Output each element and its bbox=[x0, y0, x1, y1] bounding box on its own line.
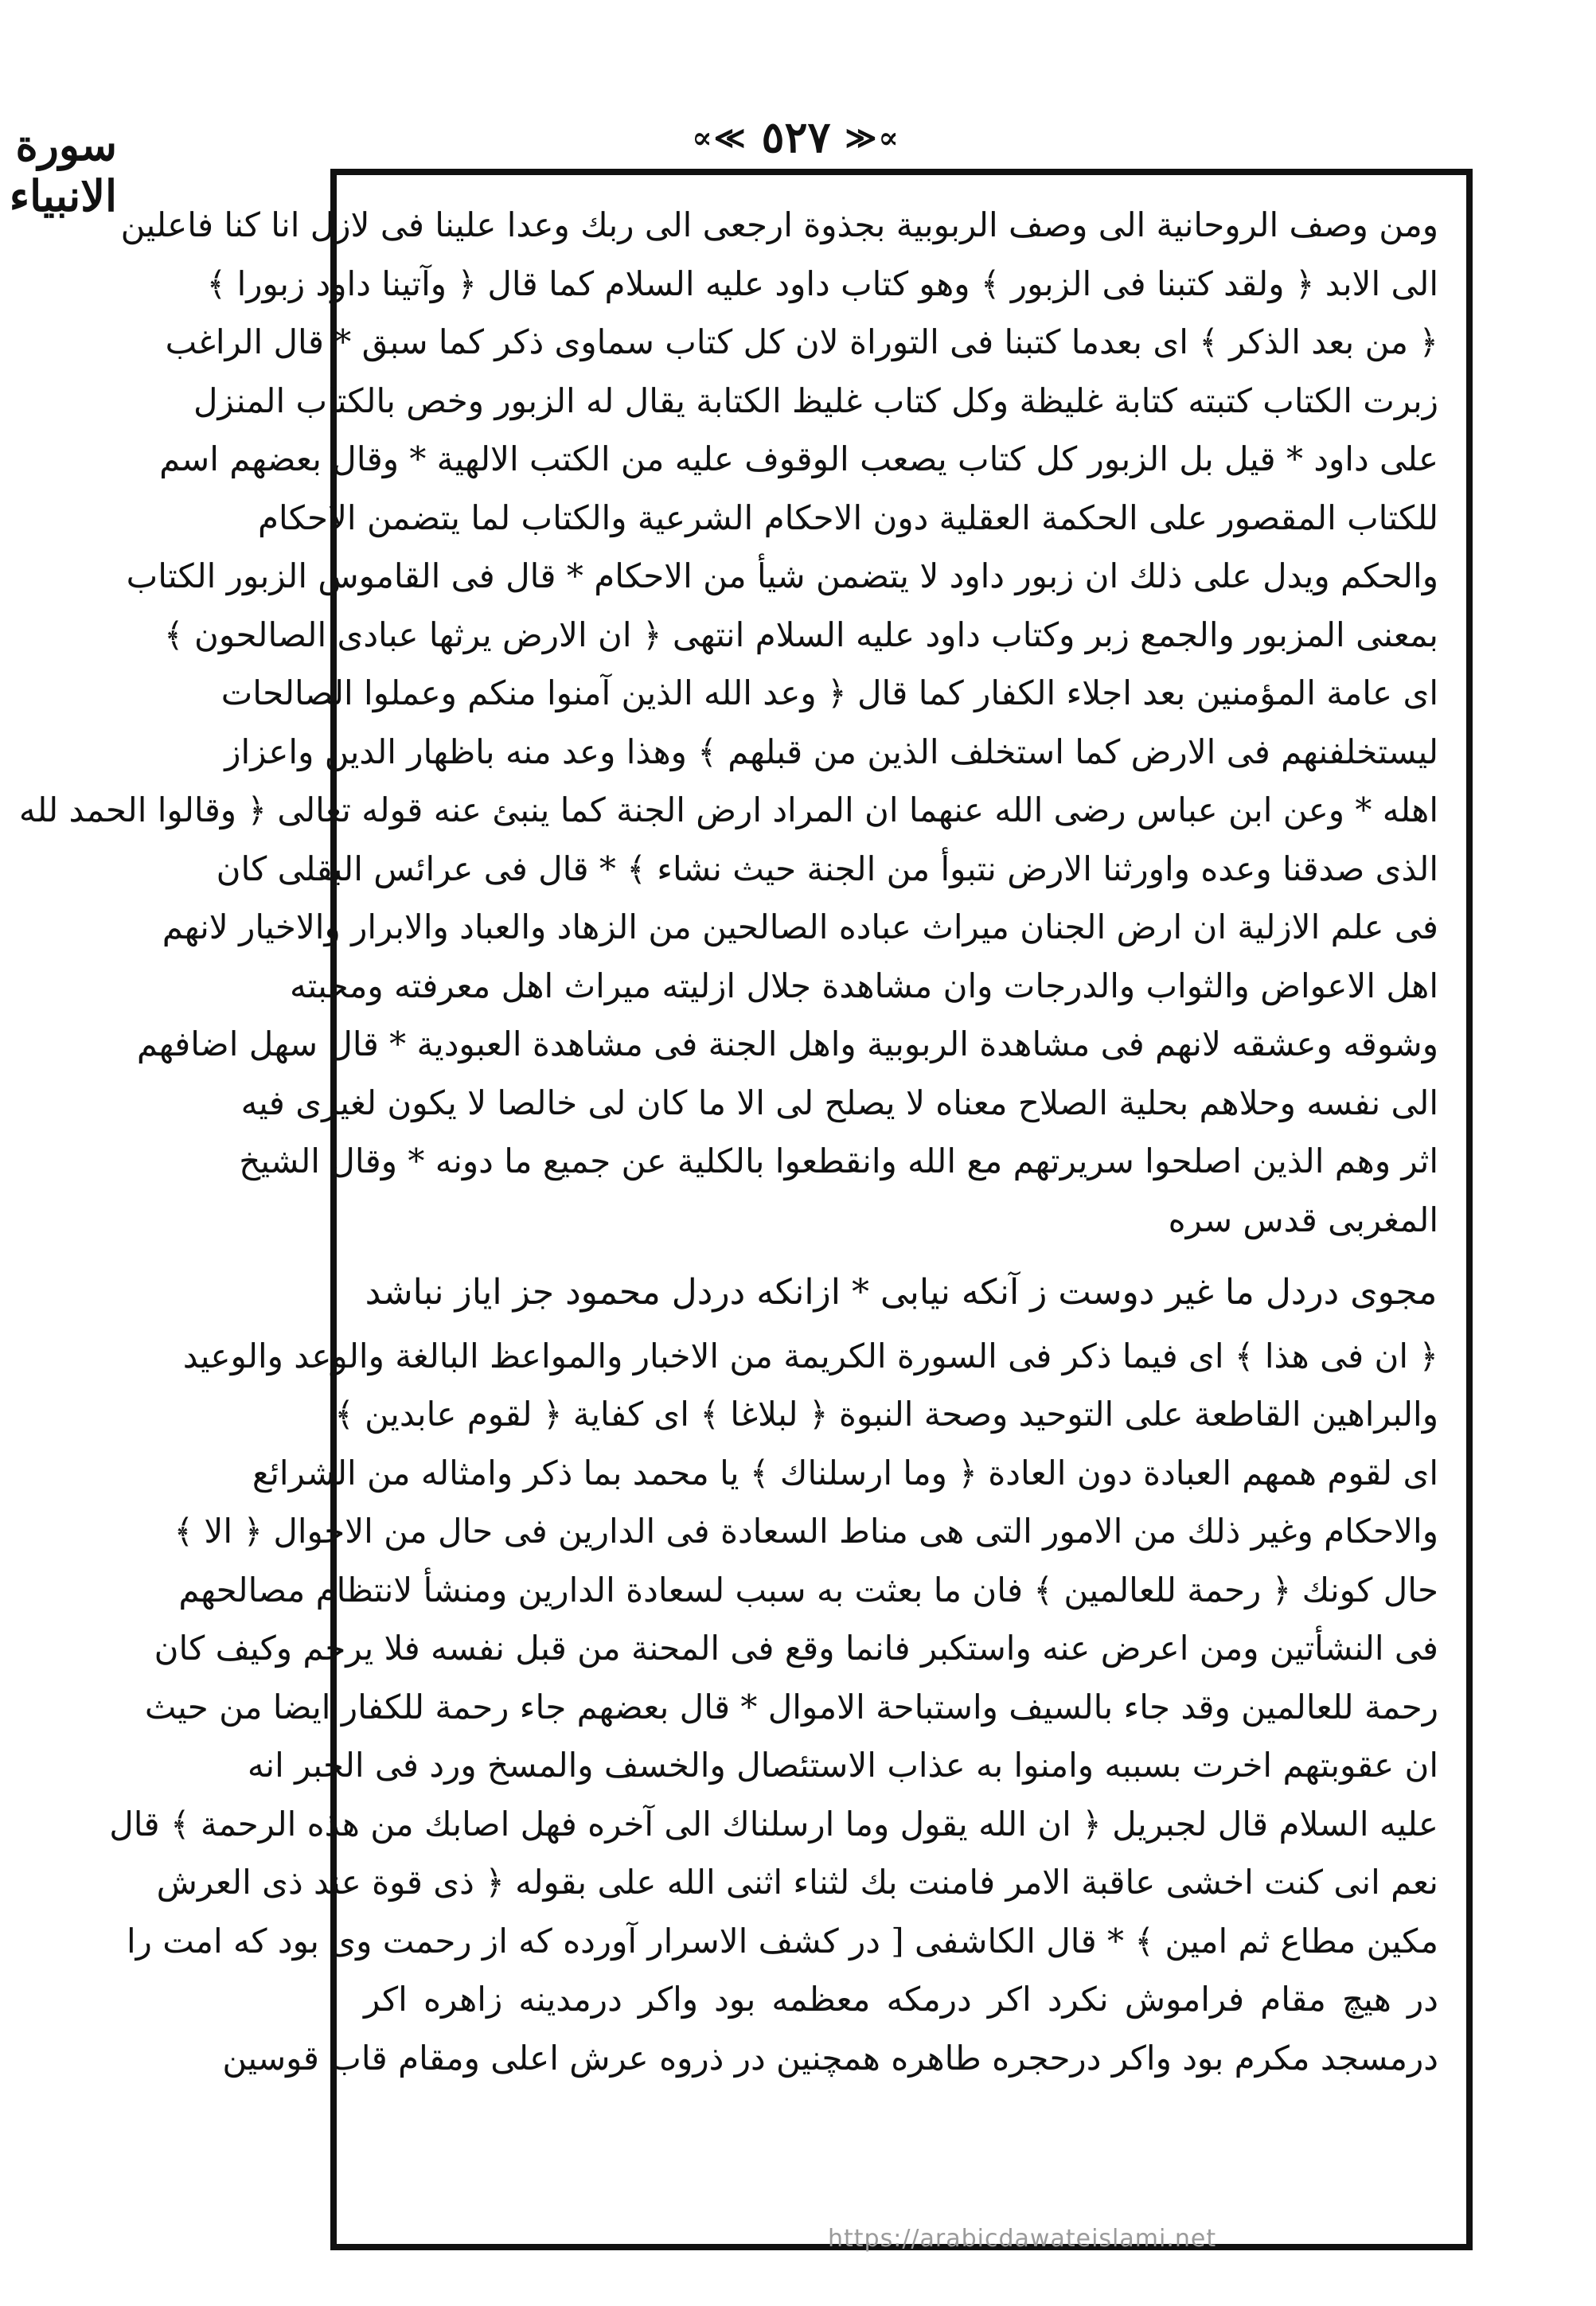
text-line: حال كونك ﴿ رحمة للعالمين ﴾ فان ما بعثت به سبب لسعادة الدارين ومنشأ لانتظام مصالحهم bbox=[178, 1570, 1438, 1610]
text-line: در هيچ مقام فراموش نكرد اكر درمكه معظمه بود واكر درمدينه زاهره اكر bbox=[364, 1980, 1438, 2019]
text-line: الذى صدقنا وعده واورثنا الارض نتبوأ من الجنة حيث نشاء ﴾ * قال فى عرائس البقلى كان bbox=[216, 849, 1438, 888]
text-line: والبراهين القاطعة على التوحيد وصحة النبوة ﴿ لبلاغا ﴾ اى كفاية ﴿ لقوم عابدين ﴾ bbox=[334, 1395, 1438, 1434]
text-line: المغربى قدس سره bbox=[1168, 1200, 1438, 1239]
text-frame bbox=[18, 169, 1473, 2250]
page-number-group bbox=[692, 111, 900, 162]
text-line: ﴿ من بعد الذكر ﴾ اى بعدما كتبنا فى التوراة لان كل كتاب سماوى ذكر كما سبق * قال الراغب bbox=[165, 322, 1438, 361]
page-number: ٥٢٧ bbox=[761, 111, 831, 162]
text-line: الى الابد ﴿ ولقد كتبنا فى الزبور ﴾ وهو كتاب داود عليه السلام كما قال ﴿ وآتينا داود زبورا ﴾ bbox=[206, 263, 1438, 303]
page-header bbox=[0, 0, 1596, 221]
text-line: زبرت الكتاب كتبته كتابة غليظة وكل كتاب غليظ الكتابة يقال له الزبور وخص بالكتاب المنزل bbox=[193, 380, 1438, 420]
text-line: نعم انى كنت اخشى عاقبة الامر فامنت بك لثناء اثنى الله على بقوله ﴿ ذى قوة عند ذى العرش bbox=[156, 1863, 1438, 1902]
watermark-url: https://arabicdawateislami.net bbox=[828, 2225, 1217, 2253]
text-line: اى لقوم همهم العبادة دون العادة ﴿ وما ارسلناك ﴾ يا محمد بما ذكر وامثاله من الشرائع bbox=[252, 1453, 1438, 1492]
text-line: والحكم ويدل على ذلك ان زبور داود لا يتضمن شيأ من الاحكام * قال فى القاموس الزبور الكتاب bbox=[126, 556, 1438, 595]
ornament-right-icon: ∝≪ bbox=[845, 119, 900, 155]
text-line: وشوقه وعشقه لانهم فى مشاهدة الربوبية واهل الجنة فى مشاهدة العبودية * قال سهل اضافهم bbox=[136, 1024, 1438, 1063]
text-line: اهل الاعواض والثواب والدرجات وان مشاهدة جلال ازليته ميراث اهل معرفته ومحبته bbox=[289, 966, 1438, 1005]
text-line: بمعنى المزبور والجمع زبر وكتاب داود عليه السلام انتهى ﴿ ان الارض يرثها عبادى الصالحون ﴾ bbox=[164, 615, 1438, 654]
text-line: عليه السلام قال لجبريل ﴿ ان الله يقول وما ارسلناك الى آخره فهل اصابك من هذه الرحمة ﴾ قال bbox=[109, 1804, 1438, 1844]
text-line: فى النشأتين ومن اعرض عنه واستكبر فانما وقع فى المحنة من قبل نفسه فلا يرحم وكيف كان bbox=[154, 1629, 1438, 1668]
text-line: فى علم الازلية ان ارض الجنان ميراث عباده الصالحين من الزهاد والعباد والابرار والاخيار لانهم bbox=[162, 907, 1438, 946]
text-line: على داود * قيل بل الزبور كل كتاب يصعب الوقوف عليه من الكتب الالهية * وقال بعضهم اسم bbox=[159, 439, 1438, 478]
text-line: ﴿ ان فى هذا ﴾ اى فيما ذكر فى السورة الكريمة من الاخبار والمواعظ البالغة والوعد والوعيد bbox=[182, 1336, 1438, 1375]
surah-name: سورة الانبياء bbox=[9, 119, 117, 221]
text-line: اثر وهم الذين اصلحوا سريرتهم مع الله وانقطعوا بالكلية عن جميع ما دونه * وقال الشيخ bbox=[239, 1141, 1438, 1180]
text-line: والاحكام وغير ذلك من الامور التى هى مناط السعادة فى الدارين فى حال من الاحوال ﴿ الا ﴾ bbox=[174, 1512, 1438, 1551]
text-line: اى عامة المؤمنين بعد اجلاء الكفار كما قال ﴿ وعد الله الذين آمنوا منكم وعملوا الصالحات bbox=[220, 673, 1438, 712]
persian-verse: مجوى دردل ما غير دوست ز آنكه نيابى * ازانكه دردل محمود جز اياز نباشد bbox=[365, 1272, 1438, 1313]
ornament-left-icon: ≫∝ bbox=[692, 119, 747, 155]
main-text bbox=[18, 196, 1438, 2087]
text-line: ومن وصف الروحانية الى وصف الربوبية بجذوة ارجعى الى ربك وعدا علينا فى لازل انا كنا فاعلين bbox=[120, 205, 1438, 244]
text-line: مكين مطاع ثم امين ﴾ * قال الكاشفى [ در كشف الاسرار آورده كه از رحمت وى بود كه امت را bbox=[126, 1921, 1438, 1961]
text-line: الى نفسه وحلاهم بحلية الصلاح معناه لا يصلح لى الا ما كان لى خالصا لا يكون لغيرى فيه bbox=[240, 1083, 1438, 1122]
text-line: اهله * وعن ابن عباس رضى الله عنهما ان المراد ارض الجنة كما ينبئ عنه قوله تعالى ﴿ وقالوا الحمد لله bbox=[18, 790, 1438, 829]
text-line: رحمة للعالمين وقد جاء بالسيف واستباحة الاموال * قال بعضهم جاء رحمة للكفار ايضا من حيث bbox=[144, 1687, 1438, 1727]
text-line: ان عقوبتهم اخرت بسببه وامنوا به عذاب الاستئصال والخسف والمسخ ورد فى الخبر انه bbox=[247, 1746, 1438, 1785]
text-line: ليستخلفنهم فى الارض كما استخلف الذين من قبلهم ﴾ وهذا وعد منه باظهار الدين واعزاز bbox=[224, 732, 1438, 771]
text-line: درمسجد مكرم بود واكر درحجره طاهره همچنين در ذروه عرش اعلى ومقام قاب قوسين bbox=[222, 2038, 1438, 2078]
text-line: للكتاب المقصور على الحكمة العقلية دون الاحكام الشرعية والكتاب لما يتضمن الاحكام bbox=[258, 497, 1438, 537]
